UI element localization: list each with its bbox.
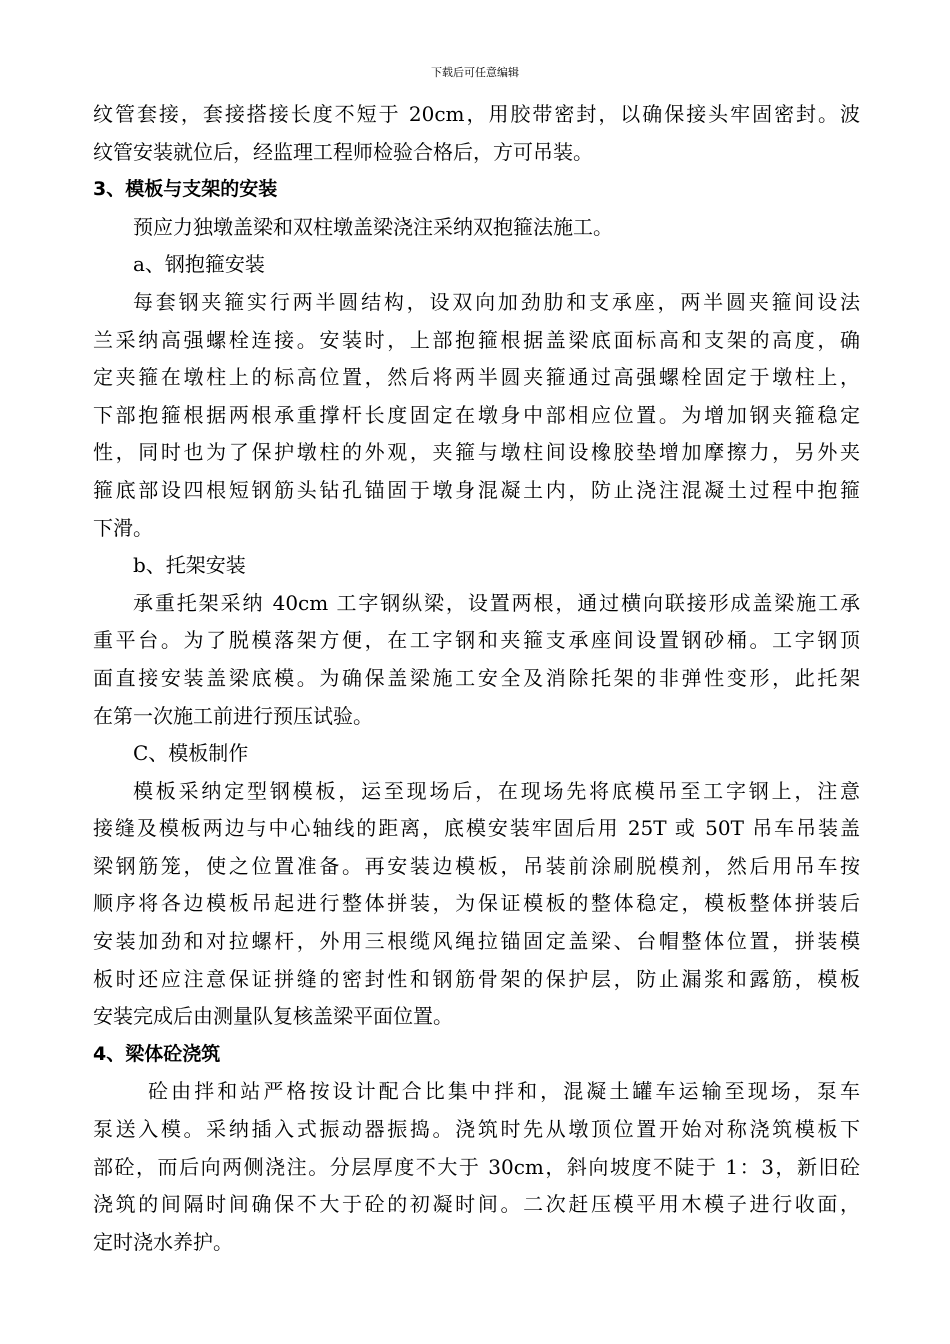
paragraph-line: 下部抱箍根据两根承重撑杆长度固定在墩身中部相应位置。为增加钢夹箍稳定 (93, 402, 860, 427)
paragraph-line: 砼由拌和站严格按设计配合比集中拌和，混凝土罐车运输至现场，泵车 (148, 1079, 860, 1104)
paragraph-line: 在第一次施工前进行预压试验。 (93, 703, 373, 728)
section-heading: 3、模板与支架的安装 (93, 178, 278, 201)
paragraph-line: 板时还应注意保证拼缝的密封性和钢筋骨架的保护层，防止漏浆和露筋，模板 (93, 966, 860, 991)
paragraph-line: 安装加劲和对拉螺杆，外用三根缆风绳拉锚固定盖梁、台帽整体位置，拼装模 (93, 929, 860, 954)
paragraph-line: 性，同时也为了保护墩柱的外观，夹箍与墩柱间设橡胶垫增加摩擦力，另外夹 (93, 440, 860, 465)
paragraph-line: 安装完成后由测量队复核盖梁平面位置。 (93, 1004, 453, 1029)
paragraph-line: 定时浇水养护。 (93, 1229, 233, 1254)
paragraph-line: 重平台。为了脱模落架方便，在工字钢和夹箍支承座间设置钢砂桶。工字钢顶 (93, 628, 860, 653)
paragraph-line: 预应力独墩盖梁和双柱墩盖梁浇注采纳双抱箍法施工。 (133, 214, 613, 239)
paragraph-line: 部砼，而后向两侧浇注。分层厚度不大于 30cm，斜向坡度不陡于 1：3，新旧砼 (93, 1154, 860, 1179)
paragraph-line: 纹管套接，套接搭接长度不短于 20cm，用胶带密封，以确保接头牢固密封。波 (93, 102, 860, 126)
paragraph-line: 浇筑的间隔时间确保不大于砼的初凝时间。二次赶压模平用木模子进行收面， (93, 1192, 860, 1217)
paragraph-line: 纹管安装就位后，经监理工程师检验合格后，方可吊装。 (93, 139, 593, 164)
paragraph-line: 箍底部设四根短钢筋头钻孔锚固于墩身混凝土内，防止浇注混凝土过程中抱箍 (93, 477, 860, 502)
paragraph-line: 承重托架采纳 40cm 工字钢纵梁，设置两根，通过横向联接形成盖梁施工承 (133, 590, 860, 615)
section-heading: 4、梁体砼浇筑 (93, 1042, 221, 1065)
paragraph-line: 接缝及模板两边与中心轴线的距离，底模安装牢固后用 25T 或 50T 吊车吊装盖 (93, 816, 860, 841)
paragraph-line: 模板采纳定型钢模板，运至现场后，在现场先将底模吊至工字钢上，注意 (133, 778, 860, 803)
page-header: 下载后可任意编辑 (431, 66, 519, 79)
subsection-heading: a、钢抱箍安装 (133, 252, 265, 277)
paragraph-line: 梁钢筋笼，使之位置准备。再安装边模板，吊装前涂刷脱模剂，然后用吊车按 (93, 853, 860, 878)
document-body (93, 96, 860, 1261)
subsection-heading: b、托架安装 (133, 553, 246, 578)
paragraph-line: 顺序将各边模板吊起进行整体拼装，为保证模板的整体稳定，模板整体拼装后 (93, 891, 860, 916)
paragraph-line: 面直接安装盖梁底模。为确保盖梁施工安全及消除托架的非弹性变形，此托架 (93, 665, 860, 690)
subsection-heading: C、模板制作 (133, 741, 249, 766)
paragraph-line: 下滑。 (93, 515, 153, 540)
paragraph-line: 兰采纳高强螺栓连接。安装时，上部抱箍根据盖梁底面标高和支架的高度，确 (93, 327, 860, 352)
paragraph-line: 定夹箍在墩柱上的标高位置，然后将两半圆夹箍通过高强螺栓固定于墩柱上， (93, 365, 860, 390)
paragraph-line: 泵送入模。采纳插入式振动器振捣。浇筑时先从墩顶位置开始对称浇筑模板下 (93, 1117, 860, 1142)
paragraph-line: 每套钢夹箍实行两半圆结构，设双向加劲肋和支承座，两半圆夹箍间设法 (133, 289, 860, 314)
